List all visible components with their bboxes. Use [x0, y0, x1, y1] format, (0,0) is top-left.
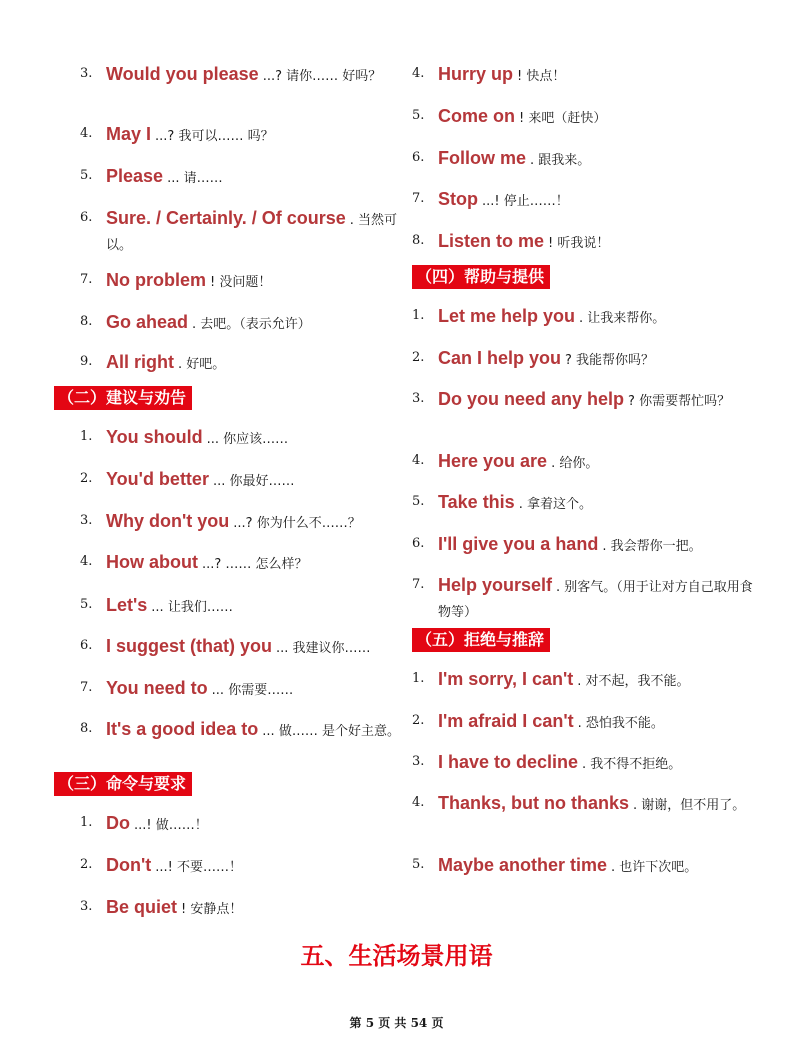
phrase-body [106, 425, 420, 452]
phrase-item [412, 387, 757, 414]
chinese-translation: ...? …… 怎么样？ [202, 557, 308, 572]
english-phrase: Come on [438, 106, 516, 126]
chinese-translation: ! 听我说！ [548, 236, 610, 251]
chinese-translation: ...! 停止……！ [482, 194, 569, 209]
item-number: 2. [80, 471, 93, 486]
phrase-body [438, 573, 757, 625]
chinese-translation: ...! 做……！ [134, 818, 208, 833]
item-number: 5. [80, 597, 93, 612]
phrase-body [106, 550, 420, 577]
phrase-body [438, 346, 757, 373]
english-phrase: I suggest (that) you [106, 636, 272, 656]
item-number: 1. [412, 308, 425, 323]
phrase-body [438, 62, 757, 89]
item-number: 7. [412, 577, 425, 592]
phrase-item [80, 634, 420, 661]
chinese-translation: ! 快点！ [517, 69, 566, 84]
chinese-translation: ... 请…… [167, 171, 223, 186]
phrase-item [80, 676, 420, 703]
phrase-body [106, 467, 420, 494]
chinese-translation: ... 我建议你…… [276, 641, 371, 656]
english-phrase: Go ahead [106, 312, 189, 332]
phrase-item [80, 895, 420, 922]
phrase-body [106, 62, 420, 89]
phrase-item [412, 853, 757, 880]
phrase-body [438, 667, 757, 694]
english-phrase: Let me help you [438, 306, 576, 326]
english-phrase: You'd better [106, 469, 209, 489]
phrase-body [106, 350, 420, 377]
phrase-item [412, 449, 757, 476]
phrase-item [412, 709, 757, 736]
phrase-item [412, 146, 757, 173]
phrase-body [438, 750, 757, 777]
phrase-body [438, 387, 757, 414]
phrase-item [80, 122, 420, 149]
item-number: 5. [412, 494, 425, 509]
phrase-body [438, 853, 757, 880]
phrase-item [412, 62, 757, 89]
phrase-item [412, 750, 757, 777]
chinese-translation: . 谢谢，但不用了。 [633, 798, 746, 813]
item-number: 4. [412, 795, 425, 810]
chinese-translation: ... 让我们…… [151, 600, 233, 615]
item-number: 2. [412, 350, 425, 365]
phrase-body [106, 811, 420, 838]
phrase-item [412, 304, 757, 331]
item-number: 1. [80, 429, 93, 444]
item-number: 7. [80, 680, 93, 695]
english-phrase: Listen to me [438, 231, 545, 251]
chinese-translation: . 去吧。（表示允许） [192, 317, 311, 332]
item-number: 4. [412, 66, 425, 81]
phrase-body [438, 146, 757, 173]
chinese-translation: ? 你需要帮忙吗？ [628, 394, 731, 409]
item-number: 5. [412, 108, 425, 123]
english-phrase: You need to [106, 678, 208, 698]
chinese-translation: . 跟我来。 [530, 153, 591, 168]
english-phrase: I have to decline [438, 752, 579, 772]
phrase-item [80, 268, 420, 295]
page-footer: 第 5 页 共 54 页 [349, 1016, 444, 1030]
item-number: 1. [80, 815, 93, 830]
english-phrase: Hurry up [438, 64, 514, 84]
phrase-body [438, 490, 757, 517]
english-phrase: You should [106, 427, 203, 447]
phrase-body [438, 187, 757, 214]
phrase-item [80, 717, 420, 744]
chinese-translation: ... 你最好…… [212, 474, 295, 489]
phrase-item [412, 667, 757, 694]
item-number: 6. [80, 210, 93, 225]
english-phrase: Would you please [106, 64, 259, 84]
item-number: 3. [80, 899, 93, 914]
phrase-item [412, 573, 757, 625]
english-phrase: I'm sorry, I can't [438, 669, 574, 689]
english-phrase: May I [106, 124, 152, 144]
item-number: 1. [412, 671, 425, 686]
english-phrase: Stop [438, 189, 478, 209]
phrase-body [106, 122, 420, 149]
phrase-body [106, 164, 420, 191]
phrase-item [80, 593, 420, 620]
phrase-body [106, 593, 420, 620]
phrase-body [106, 206, 420, 258]
phrase-item [80, 350, 420, 377]
item-number: 2. [412, 713, 425, 728]
phrase-item [80, 467, 420, 494]
item-number: 8. [80, 314, 93, 329]
chinese-translation: ...? 你为什么不……？ [233, 516, 361, 531]
item-number: 8. [412, 233, 425, 248]
chinese-translation: . 也许下次吧。 [611, 860, 698, 875]
item-number: 8. [80, 721, 93, 736]
chinese-translation: ... 你需要…… [211, 683, 294, 698]
english-phrase: It's a good idea to [106, 719, 259, 739]
chinese-translation: . 别客气。（用于让对方自己取用食物等） [438, 580, 753, 620]
phrase-item [80, 164, 420, 191]
chinese-translation: . 我不得不拒绝。 [582, 757, 682, 772]
section-header: （二）建议与劝告 [54, 386, 192, 410]
phrase-item [80, 310, 420, 337]
english-phrase: Can I help you [438, 348, 562, 368]
english-phrase: I'll give you a hand [438, 534, 599, 554]
phrase-item [80, 62, 420, 89]
item-number: 7. [412, 191, 425, 206]
chinese-translation: . 恐怕我不能。 [577, 716, 664, 731]
english-phrase: Here you are [438, 451, 548, 471]
chinese-translation: . 给你。 [551, 456, 599, 471]
phrase-body [106, 717, 420, 744]
phrase-body [438, 104, 757, 131]
chinese-translation: ! 来吧（赶快） [519, 111, 607, 126]
english-phrase: I'm afraid I can't [438, 711, 574, 731]
section-header: （五）拒绝与推辞 [412, 628, 550, 652]
english-phrase: Why don't you [106, 511, 230, 531]
section-header: （四）帮助与提供 [412, 265, 550, 289]
item-number: 7. [80, 272, 93, 287]
chinese-translation: . 当然可以。 [106, 213, 398, 253]
item-number: 3. [80, 66, 93, 81]
phrase-item [412, 104, 757, 131]
phrase-item [412, 791, 757, 818]
item-number: 4. [80, 126, 93, 141]
chinese-translation: ! 没问题！ [210, 275, 272, 290]
phrase-body [438, 791, 757, 818]
english-phrase: All right [106, 352, 174, 372]
english-phrase: Sure. / Certainly. / Of course [106, 208, 346, 228]
english-phrase: Follow me [438, 148, 527, 168]
english-phrase: Take this [438, 492, 515, 512]
phrase-body [438, 449, 757, 476]
english-phrase: Thanks, but no thanks [438, 793, 630, 813]
chinese-translation: ...! 不要……！ [155, 860, 243, 875]
english-phrase: Don't [106, 855, 152, 875]
chinese-translation: ! 安静点！ [181, 902, 243, 917]
section-title: 五、生活场景用语 [300, 942, 493, 970]
chinese-translation: ? 我能帮你吗？ [565, 353, 655, 368]
chinese-translation: . 好吧。 [178, 357, 226, 372]
english-phrase: How about [106, 552, 198, 572]
phrase-item [412, 346, 757, 373]
phrase-body [106, 509, 420, 536]
item-number: 4. [80, 554, 93, 569]
phrase-item [412, 187, 757, 214]
chinese-translation: . 让我来帮你。 [579, 311, 666, 326]
chinese-translation: ...? 请你…… 好吗？ [262, 69, 382, 84]
phrase-item [412, 490, 757, 517]
chinese-translation: . 我会帮你一把。 [602, 539, 702, 554]
phrase-body [438, 532, 757, 559]
chinese-translation: ...? 我可以…… 吗？ [155, 129, 274, 144]
phrase-body [106, 310, 420, 337]
english-phrase: No problem [106, 270, 207, 290]
english-phrase: Help yourself [438, 575, 553, 595]
item-number: 6. [412, 150, 425, 165]
english-phrase: Please [106, 166, 164, 186]
phrase-body [106, 634, 420, 661]
phrase-item [80, 550, 420, 577]
english-phrase: Maybe another time [438, 855, 608, 875]
phrase-body [106, 895, 420, 922]
chinese-translation: ... 你应该…… [206, 432, 289, 447]
english-phrase: Do [106, 813, 130, 833]
item-number: 6. [80, 638, 93, 653]
item-number: 4. [412, 453, 425, 468]
phrase-item [412, 532, 757, 559]
item-number: 9. [80, 354, 93, 369]
chinese-translation: . 对不起，我不能。 [577, 674, 690, 689]
item-number: 6. [412, 536, 425, 551]
item-number: 3. [412, 754, 425, 769]
item-number: 2. [80, 857, 93, 872]
phrase-body [438, 304, 757, 331]
phrase-item [412, 229, 757, 256]
phrase-body [438, 229, 757, 256]
phrase-item [80, 206, 420, 258]
chinese-translation: . 拿着这个。 [518, 497, 592, 512]
phrase-item [80, 425, 420, 452]
section-header: （三）命令与要求 [54, 772, 192, 796]
item-number: 3. [80, 513, 93, 528]
item-number: 5. [80, 168, 93, 183]
phrase-body [438, 709, 757, 736]
phrase-item [80, 509, 420, 536]
item-number: 3. [412, 391, 425, 406]
english-phrase: Let's [106, 595, 148, 615]
chinese-translation: ... 做…… 是个好主意。 [262, 724, 400, 739]
english-phrase: Do you need any help [438, 389, 625, 409]
phrase-body [106, 853, 420, 880]
item-number: 5. [412, 857, 425, 872]
phrase-item [80, 811, 420, 838]
phrase-body [106, 676, 420, 703]
phrase-body [106, 268, 420, 295]
english-phrase: Be quiet [106, 897, 178, 917]
phrase-item [80, 853, 420, 880]
